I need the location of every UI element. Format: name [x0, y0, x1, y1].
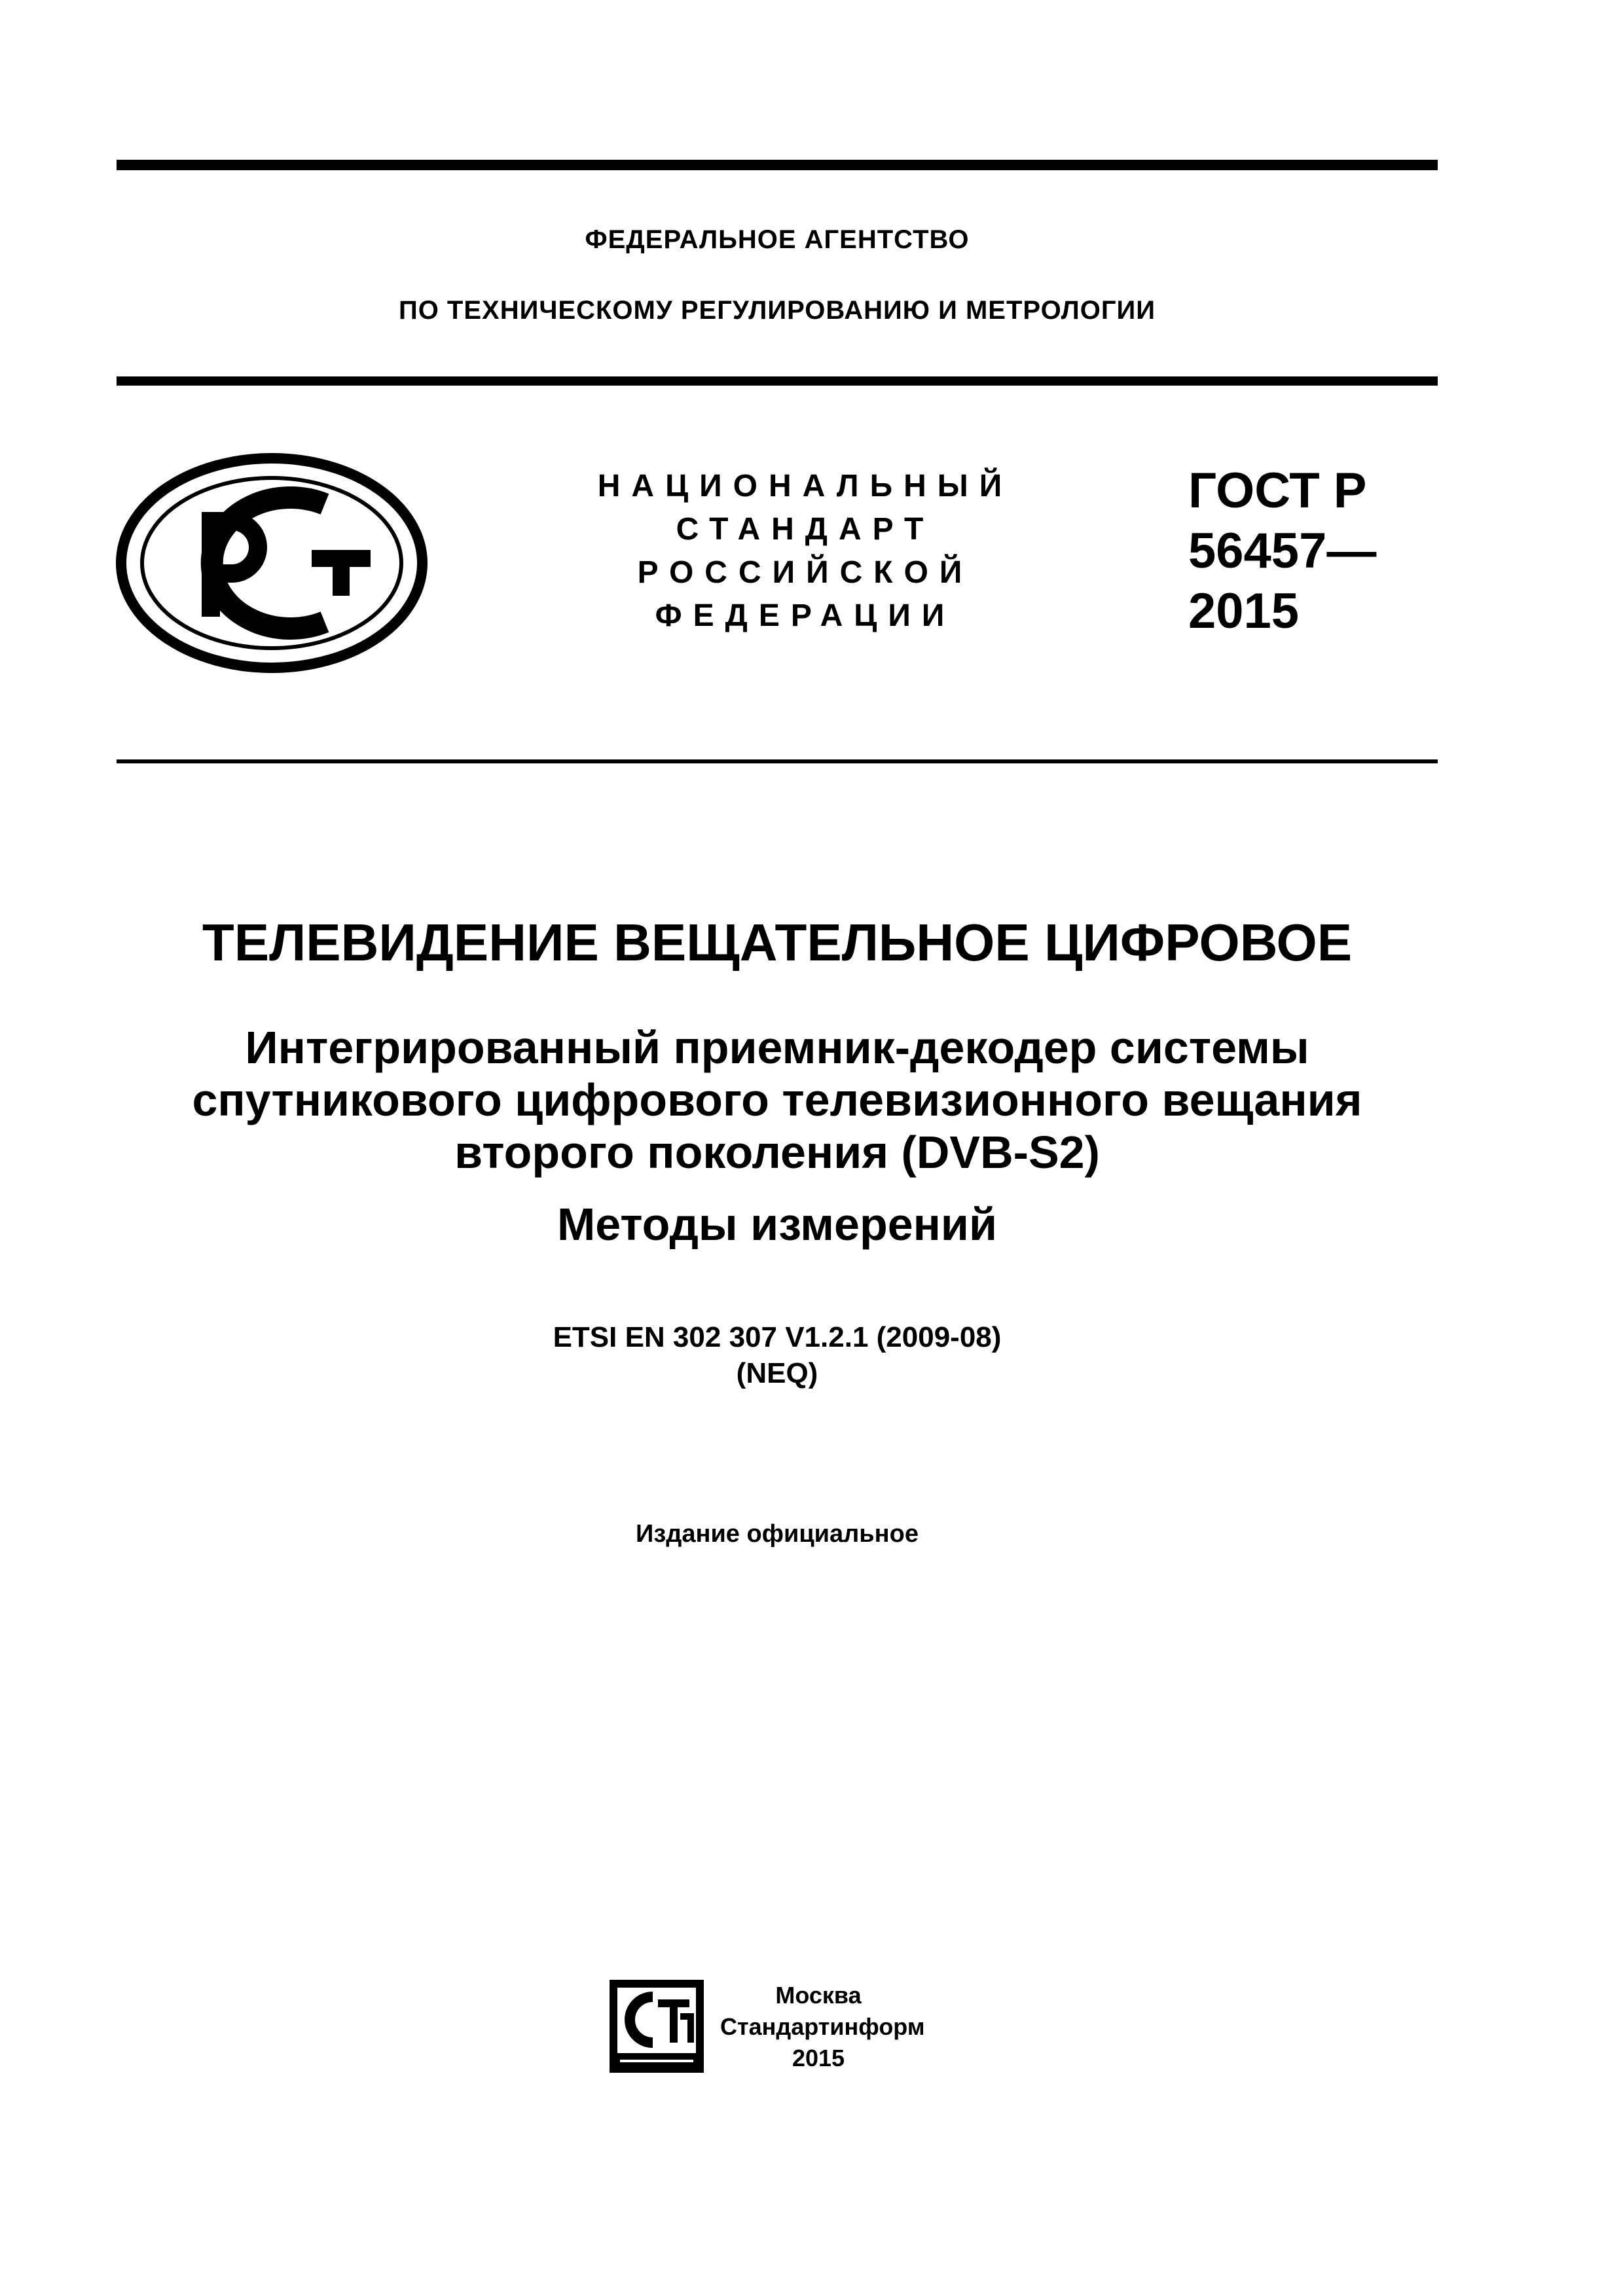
main-title: ТЕЛЕВИДЕНИЕ ВЕЩАТЕЛЬНОЕ ЦИФРОВОЕ — [202, 913, 1353, 972]
national-line: НАЦИОНАЛЬНЫЙ — [597, 469, 1013, 503]
agency-line-1: ФЕДЕРАЛЬНОЕ АГЕНТСТВО — [585, 225, 970, 254]
edition-label: Издание официальное — [636, 1520, 919, 1548]
bottom-rule — [117, 759, 1438, 763]
methods-title: Методы измерений — [556, 1199, 997, 1250]
gost-line: 2015 — [1188, 583, 1300, 639]
publisher-name: Стандартинформ — [720, 2013, 925, 2040]
gost-line: 56457— — [1188, 523, 1377, 579]
rst-gost-logo-icon — [115, 452, 428, 674]
standartinform-logo-icon — [607, 1977, 706, 2075]
subtitle-line: спутникового цифрового телевизионного вещания — [192, 1074, 1362, 1125]
publisher-year: 2015 — [792, 2045, 845, 2071]
subtitle — [117, 1021, 1438, 1178]
publisher-block — [720, 1980, 925, 2074]
national-line: ФЕДЕРАЦИИ — [655, 598, 956, 633]
subtitle-line: Интегрированный приемник-декодер системы — [245, 1022, 1309, 1073]
middle-rule — [117, 376, 1438, 386]
gost-number — [1188, 461, 1376, 642]
national-line: СТАНДАРТ — [676, 512, 935, 547]
publisher-city: Москва — [775, 1982, 862, 2009]
gost-line: ГОСТ Р — [1188, 463, 1367, 519]
agency-line-2: ПО ТЕХНИЧЕСКОМУ РЕГУЛИРОВАНИЮ И МЕТРОЛОГИИ — [398, 296, 1156, 325]
reference-equivalence: (NEQ) — [736, 1357, 818, 1389]
subtitle-line: второго поколения (DVB-S2) — [454, 1127, 1100, 1178]
reference-standard: ETSI EN 302 307 V1.2.1 (2009-08) — [553, 1321, 1002, 1353]
top-rule — [117, 160, 1438, 170]
national-standard-label — [570, 465, 1041, 638]
national-line: РОССИЙСКОЙ — [637, 555, 974, 590]
